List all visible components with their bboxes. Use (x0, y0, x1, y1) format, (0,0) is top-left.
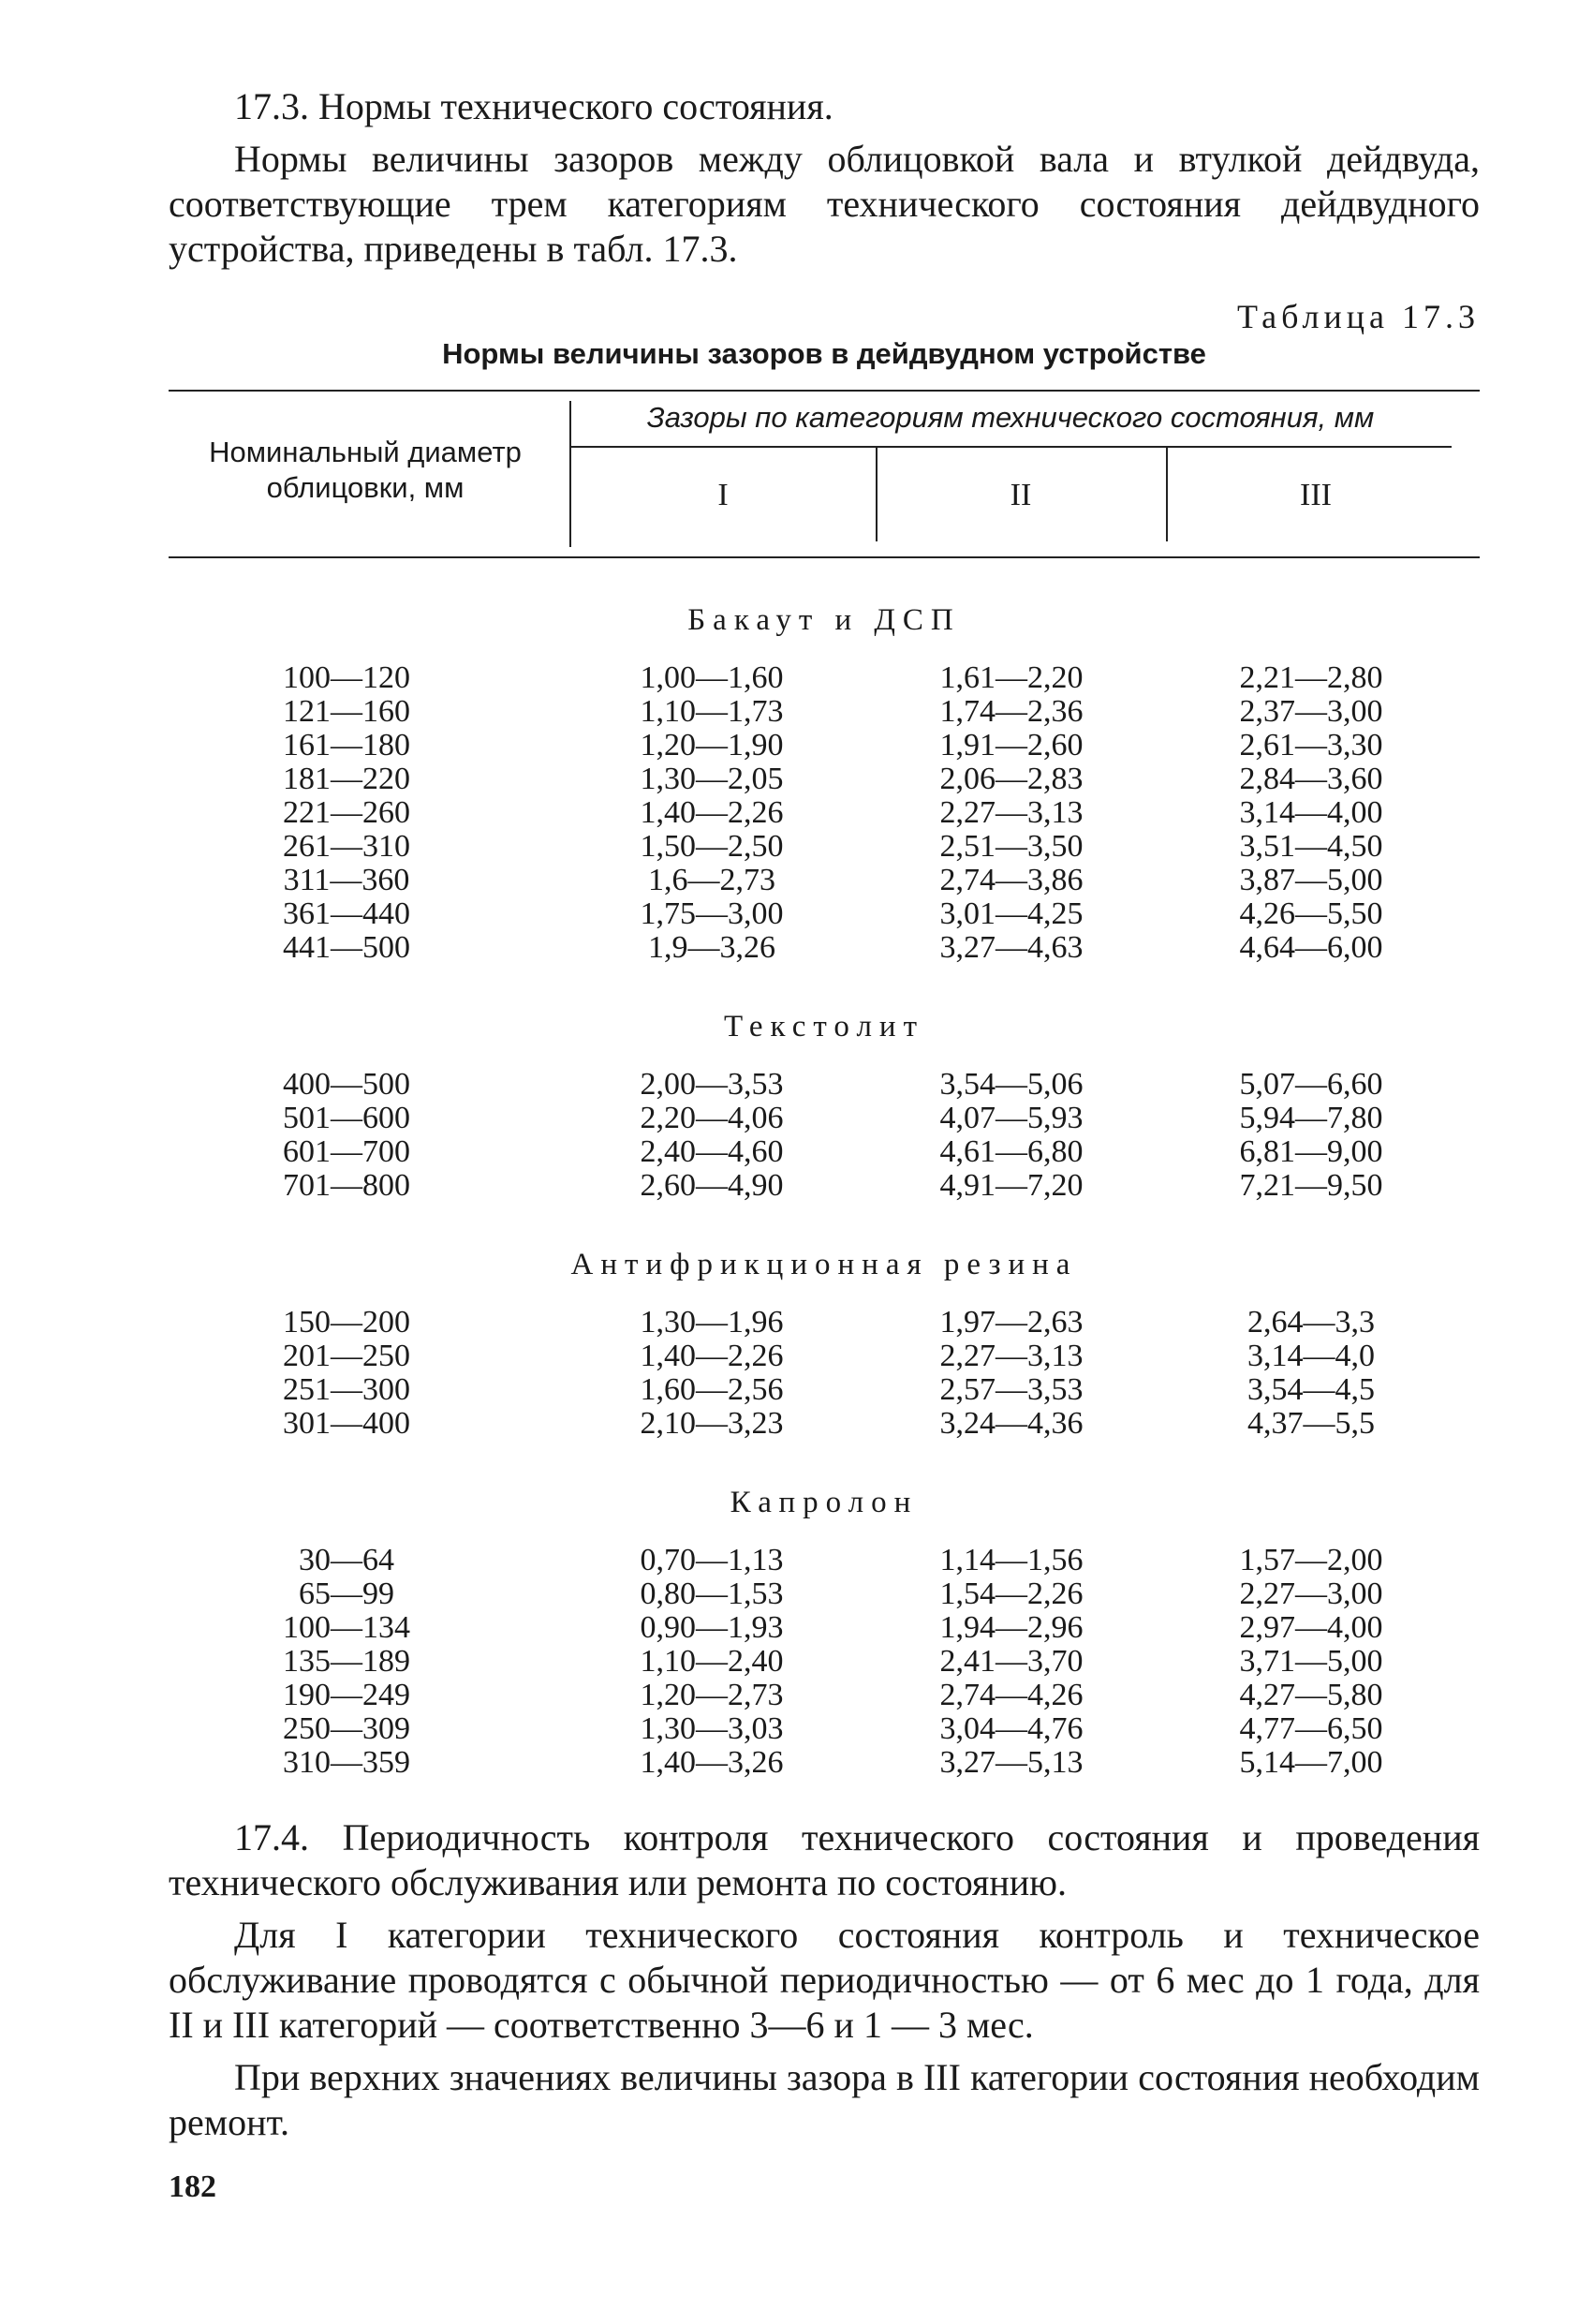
diameter-cell: 201—250 (283, 1339, 410, 1373)
table-title: Нормы величины зазоров в дейдвудном устройстве (442, 337, 1206, 370)
diameter-cell: 701—800 (283, 1168, 410, 1203)
clearance-cell: 0,90—1,93 (640, 1610, 784, 1645)
clearance-cell: 2,74—4,26 (939, 1678, 1084, 1712)
clearance-cell: 2,51—3,50 (939, 829, 1084, 864)
table-row (169, 1306, 1480, 1340)
section-heading-17-3: 17.3. Нормы технического состояния. (234, 85, 833, 127)
paragraph-periodicity: Для I категории технического состояния контроль и техническое обслуживание проводятся с обычной периодичностью — от 6 мес до 1 года, для II и III категорий — соответственно 3—6 и 1 — 3 мес. (169, 1914, 1480, 2046)
diameter-cell: 441—500 (283, 930, 410, 965)
material-rows (169, 661, 1480, 965)
clearance-cell: 2,21—2,80 (1239, 660, 1383, 695)
header-categories: Зазоры по категориям технического состояния, мм (646, 401, 1375, 434)
clearance-cell: 1,94—2,96 (939, 1610, 1084, 1645)
diameter-cell: 400—500 (283, 1067, 410, 1102)
material-section-title: Бакаут и ДСП (687, 603, 961, 637)
clearance-cell: 1,74—2,36 (939, 694, 1084, 729)
clearance-cell: 2,57—3,53 (939, 1372, 1084, 1407)
clearance-cell: 3,71—5,00 (1239, 1644, 1383, 1679)
clearance-cell: 3,14—4,00 (1239, 795, 1383, 830)
diameter-cell: 100—120 (283, 660, 410, 695)
material-section-title: Текстолит (723, 1010, 924, 1044)
section-heading-17-4: 17.4. Периодичность контроля технического состояния и проведения технического обслуживания или ремонта по состоянию. (169, 1816, 1480, 1903)
clearance-cell: 1,20—2,73 (640, 1678, 784, 1712)
clearance-cell: 5,07—6,60 (1239, 1067, 1383, 1102)
header-divider (876, 448, 878, 541)
clearance-cell: 5,94—7,80 (1239, 1101, 1383, 1135)
header-category-iii: III (1300, 478, 1332, 512)
table-row (169, 661, 1480, 695)
table-row (169, 830, 1480, 864)
clearance-cell: 3,04—4,76 (939, 1711, 1084, 1746)
clearance-cell: 3,27—5,13 (939, 1745, 1084, 1780)
clearance-cell: 5,14—7,00 (1239, 1745, 1383, 1780)
header-divider (1166, 448, 1168, 541)
clearance-cell: 4,07—5,93 (939, 1101, 1084, 1135)
clearance-cell: 1,30—1,96 (640, 1305, 784, 1340)
table-row (169, 1169, 1480, 1203)
material-rows (169, 1068, 1480, 1203)
material-section-title: Антифрикционная резина (570, 1248, 1078, 1281)
diameter-cell: 501—600 (283, 1101, 410, 1135)
diameter-cell: 261—310 (283, 829, 410, 864)
clearance-cell: 2,37—3,00 (1239, 694, 1383, 729)
table-row (169, 1679, 1480, 1712)
clearance-cell: 2,60—4,90 (640, 1168, 784, 1203)
page (169, 84, 1480, 2205)
diameter-cell: 121—160 (283, 694, 410, 729)
clearance-cell: 3,24—4,36 (939, 1406, 1084, 1441)
clearance-cell: 3,27—4,63 (939, 930, 1084, 965)
clearance-cell: 2,84—3,60 (1239, 762, 1383, 796)
diameter-cell: 361—440 (283, 896, 410, 931)
diameter-cell: 150—200 (283, 1305, 410, 1340)
clearance-cell: 4,37—5,5 (1247, 1406, 1375, 1441)
table-row (169, 1746, 1480, 1780)
clearance-cell: 1,60—2,56 (640, 1372, 784, 1407)
clearance-cell: 2,64—3,3 (1247, 1305, 1375, 1340)
table-row (169, 1373, 1480, 1407)
table-row (169, 864, 1480, 897)
table-row (169, 897, 1480, 931)
diameter-cell: 161—180 (283, 728, 410, 762)
table-row (169, 729, 1480, 762)
clearance-cell: 1,00—1,60 (640, 660, 784, 695)
clearance-cell: 4,26—5,50 (1239, 896, 1383, 931)
table-row (169, 1712, 1480, 1746)
clearance-cell: 1,20—1,90 (640, 728, 784, 762)
table-row (169, 1544, 1480, 1577)
clearance-cell: 4,27—5,80 (1239, 1678, 1383, 1712)
table-row (169, 1102, 1480, 1135)
paragraph-repair: При верхних значениях величины зазора в III категории состояния необходим ремонт. (169, 2056, 1480, 2143)
clearance-cell: 3,14—4,0 (1247, 1339, 1375, 1373)
clearance-cell: 1,91—2,60 (939, 728, 1084, 762)
clearance-cell: 2,40—4,60 (640, 1134, 784, 1169)
clearance-cell: 0,70—1,13 (640, 1543, 784, 1577)
diameter-cell: 310—359 (283, 1745, 410, 1780)
diameter-cell: 311—360 (283, 863, 410, 897)
clearance-cell: 2,27—3,13 (939, 1339, 1084, 1373)
clearance-cell: 1,30—3,03 (640, 1711, 784, 1746)
clearance-cell: 4,77—6,50 (1239, 1711, 1383, 1746)
clearance-cell: 3,51—4,50 (1239, 829, 1383, 864)
diameter-cell: 65—99 (299, 1576, 394, 1611)
clearance-cell: 2,10—3,23 (640, 1406, 784, 1441)
table-row (169, 762, 1480, 796)
clearance-cell: 2,61—3,30 (1239, 728, 1383, 762)
clearance-cell: 2,41—3,70 (939, 1644, 1084, 1679)
clearance-cell: 2,06—2,83 (939, 762, 1084, 796)
table-row (169, 1577, 1480, 1611)
header-category-i: I (717, 478, 729, 512)
diameter-cell: 601—700 (283, 1134, 410, 1169)
clearance-cell: 2,97—4,00 (1239, 1610, 1383, 1645)
clearance-cell: 1,14—1,56 (939, 1543, 1084, 1577)
clearance-cell: 1,61—2,20 (939, 660, 1084, 695)
clearance-cell: 0,80—1,53 (640, 1576, 784, 1611)
material-rows (169, 1306, 1480, 1441)
clearance-cell: 1,30—2,05 (640, 762, 784, 796)
material-rows (169, 1544, 1480, 1780)
diameter-cell: 221—260 (283, 795, 410, 830)
clearance-cell: 3,54—5,06 (939, 1067, 1084, 1102)
diameter-cell: 190—249 (283, 1678, 410, 1712)
clearance-cell: 4,61—6,80 (939, 1134, 1084, 1169)
page-number: 182 (169, 2169, 216, 2204)
table-row (169, 1611, 1480, 1645)
clearance-cell: 1,40—2,26 (640, 1339, 784, 1373)
table-row (169, 1068, 1480, 1102)
table-row (169, 1407, 1480, 1441)
clearance-cell: 1,9—3,26 (648, 930, 775, 965)
clearance-cell: 1,57—2,00 (1239, 1543, 1383, 1577)
diameter-cell: 135—189 (283, 1644, 410, 1679)
clearance-cell: 4,91—7,20 (939, 1168, 1084, 1203)
clearance-cell: 1,50—2,50 (640, 829, 784, 864)
clearance-cell: 2,27—3,13 (939, 795, 1084, 830)
header-subdivider (569, 446, 1452, 448)
diameter-cell: 181—220 (283, 762, 410, 796)
clearance-cell: 1,75—3,00 (640, 896, 784, 931)
diameter-cell: 30—64 (299, 1543, 394, 1577)
clearance-cell: 4,64—6,00 (1239, 930, 1383, 965)
diameter-cell: 251—300 (283, 1372, 410, 1407)
header-diameter: Номинальный диаметр облицовки, мм (209, 436, 522, 504)
clearance-cell: 2,20—4,06 (640, 1101, 784, 1135)
clearance-cell: 1,40—3,26 (640, 1745, 784, 1780)
table-header (169, 390, 1480, 558)
clearance-cell: 1,10—1,73 (640, 694, 784, 729)
clearance-cell: 2,27—3,00 (1239, 1576, 1383, 1611)
diameter-cell: 250—309 (283, 1711, 410, 1746)
table-row (169, 1135, 1480, 1169)
diameter-cell: 301—400 (283, 1406, 410, 1441)
clearance-cell: 2,00—3,53 (640, 1067, 784, 1102)
clearance-cell: 7,21—9,50 (1239, 1168, 1383, 1203)
clearance-cell: 2,74—3,86 (939, 863, 1084, 897)
clearance-cell: 6,81—9,00 (1239, 1134, 1383, 1169)
clearance-cell: 1,40—2,26 (640, 795, 784, 830)
material-section-title: Капролон (730, 1486, 919, 1519)
table-row (169, 796, 1480, 830)
clearance-cell: 1,6—2,73 (648, 863, 775, 897)
diameter-cell: 100—134 (283, 1610, 410, 1645)
table-row (169, 1645, 1480, 1679)
clearance-cell: 3,87—5,00 (1239, 863, 1383, 897)
header-category-ii: II (1010, 478, 1032, 512)
clearance-cell: 1,10—2,40 (640, 1644, 784, 1679)
table-row (169, 695, 1480, 729)
table-body (169, 601, 1480, 1780)
table-row (169, 1340, 1480, 1373)
clearance-cell: 1,54—2,26 (939, 1576, 1084, 1611)
clearance-cell: 1,97—2,63 (939, 1305, 1084, 1340)
table-row (169, 931, 1480, 965)
intro-paragraph: Нормы величины зазоров между облицовкой вала и втулкой дейдвуда, соответствующие трем категориям технического состояния дейдвудного устройства, приведены в табл. 17.3. (169, 138, 1480, 270)
clearance-cell: 3,01—4,25 (939, 896, 1084, 931)
clearance-cell: 3,54—4,5 (1247, 1372, 1375, 1407)
table-number: Таблица 17.3 (1237, 298, 1480, 335)
